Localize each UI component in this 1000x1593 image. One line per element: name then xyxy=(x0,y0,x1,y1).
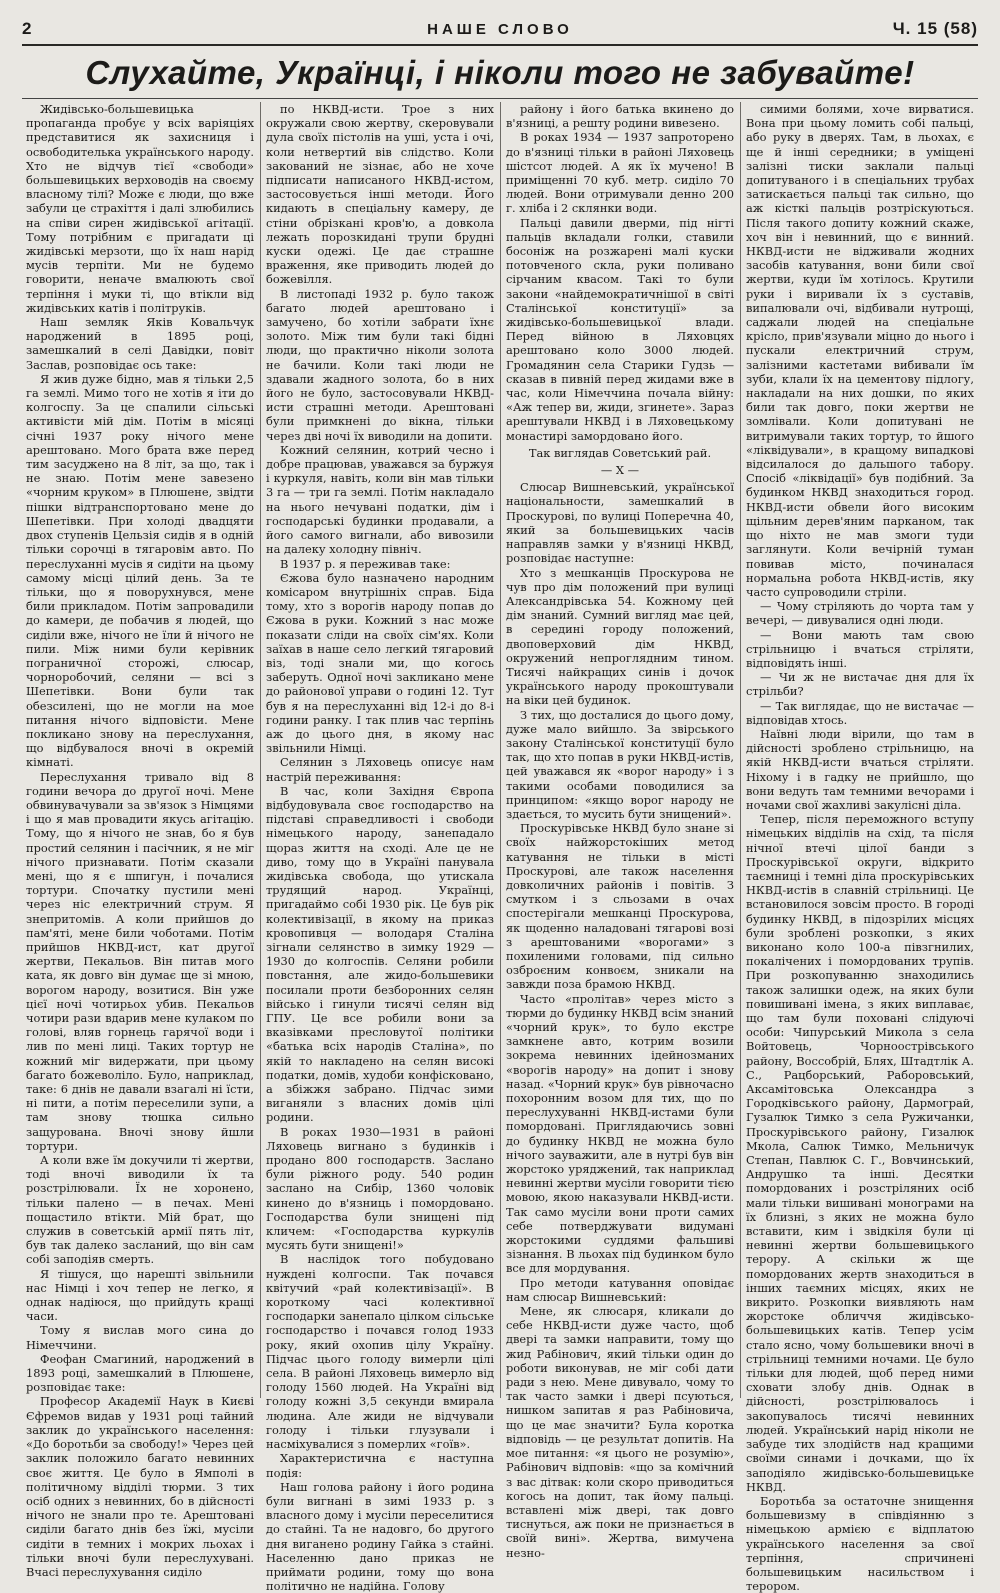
article-paragraph: Єжова було назначено народним комісаром внутрішніх справ. Біда тому, хто з ворогів народу попав до Єжова в руки. Кожний з нас може показати сліди на своїх сім'ях. Коли заїхав в наше село легкий тягаровий віз, тоді знали ми, що когось заберуть. Одної ночі закликано мене до районової управи о годині 12. Тут був я на переслуханні від 12-і до 8-і години ранку. І так плив час терпінь аж до цього дня, в якому нас звільнили Німці. xyxy=(266,570,494,756)
article-paragraph: по НКВД-исти. Трое з них окружали свою жертву, скеровували дула своїх пістолів на уші, уста і очі, коли нетвертий вів слідство. Коли закований не зізнає, або не хоче підписати написаного НКВД-истом, застосовується інші методи. Його кидають в спеціальну камеру, де стіни обрізкані кров'ю, а довкола лежать порозкидані трупи брудні куски одежі. Це дає страшне враження, яке приводить людей до божевілля. xyxy=(266,102,494,287)
page-number: 2 xyxy=(22,19,33,38)
article-paragraph: Про методи катування оповідає нам слюсар Вишневський: xyxy=(506,1275,734,1304)
article-paragraph: — Вони мають там свою стрільницю і вчаться стріляти, відповідять інші. xyxy=(746,627,974,670)
headline: Слухайте, Українці, і ніколи того не забувайте! xyxy=(85,54,915,91)
article-paragraph: Тепер, після переможного вступу німецьких відділів на схід, та після нічної втечі цілої банди з Проскурівської округи, відкрито таємниці і темні діла проскурівських НКВД-истів в славній стрільниці. Це встановилося зовсім просто. В городі будинку НКВД, в підозрілих місцях були зроблені розкопки, з яких виконано коло 100-а півзгнилих, покалічених і помордованих трупів. При розкопуванню знаходились також залишки одеж, на яких були повишивані імена, з яких виплаває, що там були поховані слідуючі особи: Чипурський Микола з села Войтовець, Чорноострівського району, Воссобрій, Блях, Штадтлік А. С., Рацборський, Раборовський, Аксамітовська Олександра з Городківського району, Дармограй, Гузалюк Тимко з села Ружичанки, Проскурівського району, Гизалюк Мкола, Салюк Тимко, Мельничук Степан, Павлюк С. Г., Вовчинський, Андрушко та інші. Десятки помордованих і розстріляних осіб мали тільки вишивані монограми на їх близні, з яких не можна було вставити, ким і звідкіля були ці невинні жертви большевицького терору. А скільки ж ще помордованих жертв знаходиться в інших таємних місцях, яких не викрито. Розкопки виявляють нам жорстоке обличчя жидівсько-большевицьких катів. Тепер усім стало ясно, чому большевики вночі в стрільниці темними ночами. Це було тільки для людей, щоб перед ними сховати злобу днів. Однак в дійсності, розстрілювалось і закопувалось тисячі невинних людей. Український нарід ніколи не забуде тих злодійств над кращими своїми синами і дочками, що їх заподіяло жидівсько-большевицьке НКВД. xyxy=(746,812,974,1494)
article-paragraph: З тих, що досталися до цього дому, дуже мало вийшло. За звірського закону Сталінської конституції було так, що хто попав в руки НКВД-истів, цей уважався як «ворог народу» і з такими особами поводилися за принципом: «якщо ворог народу не здається, то мусить бути знищений». xyxy=(506,707,734,821)
article-paragraph: Хто з мешканців Проскурова не чув про дім положений при вулиці Александрівська 54. Кожному цей дім знаний. Сумний вигляд має цей, в середині городу положений, двоповерховий дім НКВД, окружений непроглядним тином. Тисячі найкращих синів і дочок українського народу прокоштували на віки цей будинок. xyxy=(506,565,734,708)
article-paragraph: В листопаді 1932 р. було також багато людей арештовано і замучено, бо хотіли забрати їхнє золото. Між тим були такі бідні люди, що практично ніколи золота не бачили. Коли такі люди не здавали жадного золота, бо в них його не було, застосовували НКВД-исти страшні методи. Арештовані були примкнені до вікна, тільки через дві ночі їх виводили на допити. xyxy=(266,286,494,443)
article-paragraph: Пальці давили дверми, під нігті пальців вкладали голки, ставили босоніж на розжарені малі куски потовченого скла, руки поливано сірчаним квасом. Такі то були закони «найдемократичнішої в світі Сталінської конституції» за жидівсько-большевицької влади. Перед війною в Ляховцях арештовано коло 3000 людей. Громадянин села Старики Гудзь — сказав в пивній перед жидами вже в час, коли Німеччина почала війну: «Аж тепер ви, жиди, згинете». Зараз арештували НКВД і в Ляховецькому монастирі замордовано його. xyxy=(506,215,734,443)
article-paragraph: симими болями, хоче вирватися. Вона при цьому ломить собі пальці, або руку в дверях. Там, в льохах, є ще й інші середники; в уміщені залізні тиски заклали пальці допитуваного і в спеціальних трубах затискається пальці так сильно, що аж кісткі пальців розтріскуються. Після такого допиту кожний скаже, хоч він і невинний, що є винний. НКВД-исти не відживали жодних засобів катування, вони били свої жертви, куди їм хотілось. Крутили руки і виривали їх з суставів, випалювали очі, відбивали нутрощі, саджали людей на спеціальне крісло, прив'язували міцно до нього і пускали електричний струм, залізними кастетами вибивали їм зуби, клали їх на цементову підлогу, накладали на них дошки, по яких били так довго, поки жертви не зомлівали. Коли допитувані не витримували таких тортур, то йшого «ліквідували», в кращому випадкові відсилалося до дальшого табору. Спосіб «ліквідації» був подібний. За будинком НКВД знаходиться город. НКВД-исти обвели його високим щільним дерев'яним парканом, так що ніхто не мав змоги туди заглянути. Коли вечірній туман повивав місто, починалася нормальна робота НКВД-истів, яку часто супроводили стріли. xyxy=(746,102,974,599)
article-paragraph: — X — xyxy=(600,463,640,478)
article-paragraph: А коли вже їм докучили ті жертви, тоді вночі виводили їх та розстрілювали. Їх не хоронено, тільки палено — в печах. Мені пощастило втікти. Мій брат, що служив в советській армії пять літ, був так далеко засланий, що він сам собі заподіяв смерть. xyxy=(26,1153,254,1267)
article-column-4 xyxy=(746,102,974,1593)
issue-number: Ч. 15 (58) xyxy=(892,19,978,38)
article-paragraph: Жидівсько-большевицька пропаганда пробує у всіх варіяціях представитися як захисниця і освободителька українського народу. Хто не відчув тієї «свободи» большевицьких верховодів на своєму власному тілі? Може є люди, що вже забули це страхіття і далі злюбились на співи сирен жидівської агітації. Тому потрібним є пригадати ці жидівські мерзоти, що їх наш нарід мусів терпіти. Ми не будемо говорити, неначе вмалюють свої терпіння і муки ті, що втікли від жидівських катів і політруків. xyxy=(26,102,254,315)
article-paragraph: — Чи ж не вистачає дня для їх стрільби? xyxy=(746,670,974,699)
article-paragraph: Я жив дуже бідно, мав я тільки 2,5 га землі. Мимо того не хотів я іти до колгоспу. За це спалили сільські активісти мій дім. Потім в місяці січні 1937 року нічого мене арештовано. Мого брата вже перед тим засуджено на 8 літ, за що, так і не знаю. Потім мене завезено «чорним круком» в Плюшене, звідти пішки відтранспортовано мене до Шепетівки. При холоді двадцяти двох ступенів Цельзія сидів я в одній тільки сорочці в тягаровім авто. По переслуханні мусів я сидіти на цьому самому місці цілий день. За те тільки, що я поворухнувся, мене били прикладом. Потім запровадили до камери, де побачив я людей, що сиділи вже, нічого не їли й нічого не пили. Між ними були керівник пограничної сторожі, слюсар, чорноробочий, селяни — всі з Шепетівки. Вони були так обезсилені, що не могли на мое питання нічого відповісти. Мене покликано знову на переслухання, що відбувалося вночі в окремій кімнаті. xyxy=(26,371,254,770)
column-divider xyxy=(260,102,261,1398)
article-paragraph: Наївні люди вірили, що там в дійсності зроблено стрільницю, на якій НКВД-исти вчаться стріляти. Ніхому і в гадку не прийшло, що вони ведуть там темними вечорами і ночами свої жахливі закулісні діла. xyxy=(746,726,974,812)
article-paragraph: Боротьба за остаточне знищення большевизму в співдіянню з німецькою армією є відплатою українського населення за свої терпіння, спричинені большевицьким насильством і терором. xyxy=(746,1493,974,1593)
article-paragraph: Професор Академії Наук в Києві Єфремов видав у 1931 році тайний заклик до українського населення: «До боротьби за свободу!» Через цей заклик положило багато невинних своє життя. Це було в Ямполі в політичному відділі тюрми. З тих осіб одних з невинних, бо в дійсності нічого не знали про те. Арештовані сиділи багато днів без їжі, мусіли сидіти в темних і мокрих льохах і тільки вночі були переслухувані. Вчасі переслухування сиділо xyxy=(26,1394,254,1579)
article-paragraph: Наш земляк Яків Ковальчук народжений в 1895 році, замешкалий в селі Давідки, повіт Заслав, розповідає ось таке: xyxy=(26,315,254,372)
article-columns xyxy=(26,102,974,1593)
article-paragraph: Селянин з Ляховець описує нам настрій переживання: xyxy=(266,755,494,784)
article-paragraph: Переслухання тривало від 8 години вечора до другої ночі. Мене обвинувачували за зв'язок з Німцями і що я мав провадити якусь агітацію. Тому, що я нічого не знав, бо я був простий селянин і пасічник, я не міг нічого признавати. Потім сказали мені, що я є шпигун, і почалися тортури. Спочатку пустили мені через ніс електричний струм. Я знепритомів. А коли прийшов до пам'яті, мене били чоботами. Потім прийшов НКВД-ист, кат другої жертви, Пекальов. Він питав мого ката, як довго він думає ще зі мною, ворогом народу, возитися. Він уже цієї ночі чотирьох убив. Пекальов чотири рази вдарив мене кулаком по голові, вляв горнець гарячої води і лив по мені лиці. Таких тортур не кожний міг видержати, при цьому багато божеволіло. Було, наприклад, таке: 6 днів не давали взагалі ні їсти, ні пити, а потім переселили зупи, а там знову тюшка сильно защурована. Вночі знову йшли тортури. xyxy=(26,769,254,1153)
article-column-2 xyxy=(266,102,494,1593)
column-divider xyxy=(500,102,501,1398)
article-paragraph: — Так виглядає, що не вистачає — відповідав хтось. xyxy=(746,698,974,727)
article-paragraph: Характеристична є наступна подія: xyxy=(266,1451,494,1480)
article-paragraph: — Чому стріляють до чорта там у вечері, — дивувалися одні люди. xyxy=(746,599,974,628)
article-paragraph: В роках 1930—1931 в районі Ляховець вигнано з будинків і продано 800 господарств. Заслано були ріжного роду. 540 родин заслано на Сибір, 1360 чоловік кинено до в'язниць і помордовано. Господарства були знищені під кличем: «Господарства куркулів мусять бути знищені!» xyxy=(266,1124,494,1253)
newspaper-name: НАШЕ СЛОВО xyxy=(427,20,573,38)
article-paragraph: Мене, як слюсаря, кликали до себе НКВД-исти дуже часто, щоб двері та замки направити, тому що жид Рабінович, який тільки один до роботи виконував, не міг собі дати ради з нею. Мене дивувало, чому то так часто замки і двері псуються, нишком запитав я раз Рабіновича, що це має значити? Була коротка відповідь — це результат допитів. На мое питання: «я цього не розумію», Рабінович відповів: «що за комічний з вас дітвак: коли скоро приводиться когось на допит, так йому пальці. вставлені між двері, так довго тиснуться, аж поки не признається в своїй вині». Жертва, вимучена незно- xyxy=(506,1304,734,1560)
article-paragraph: Наш голова району і його родина були вигнані в зимі 1933 р. з власного дому і мусіли переселитися до стайні. Та не надовго, бо другого дня виганено родину Гайка з стайні. Населенню дано приказ не приймати родини, тому що вона політично не надійна. Голову xyxy=(266,1479,494,1593)
article-paragraph: В час, коли Західня Європа відбудовувала своє господарство на підставі справедливості і свободи німецького народу, занепадало щораз життя на сході. Але це не диво, тому що в Україні панувала жидівська свобода, що утискала трудящий народ. Українці, пригадаймо собі 1930 рік. Це був рік колективізації, в якому на приказ кровопивця — володаря Сталіна зігнали селянство в зимку 1929 — 1930 до колгоспів. Селяни робили повстання, але жидо-большевики посилали проти безборонних селян військо і гинули тисячі селян від ГПУ. Це все робили вони за вказівками пресловутої політики «батька всіх народів Сталіна», по якій то накладено на селян високі податки, домів, худоби конфісковано, а збіжжя забрано. Підчас зими виганяли з власних домів цілі родини. xyxy=(266,783,494,1125)
article-paragraph: Кожний селянин, котрий чесно і добре працював, уважався за буржуя і куркуля, навіть, коли він мав тільки 3 га — три га землі. Потім накладало на нього нечувані податки, дім і господарські будинки продавали, а його самого вигнали, або вивозили на далеку холодну північ. xyxy=(266,442,494,557)
column-divider xyxy=(740,102,741,1398)
article-paragraph: В наслідок того побудовано нуждені колгоспи. Так почався квітучий «рай колективізації». В короткому часі колективної господарки занепало цілком сільське господарство і почався голод 1933 року, який охопив цілу Україну. Підчас цього голоду вимерли цілі села. В районі Ляховець вимерло від голоду 1560 людей. На Україні від голоду кожні 3,5 секунди вмирала людина. Але жиди не відчували голоду і тільки глузували і насміхувалися з померлих «гоїв». xyxy=(266,1252,494,1452)
headline-rule xyxy=(22,98,978,99)
article-paragraph: Тому я вислав мого сина до Німеччини. xyxy=(26,1323,254,1352)
article-column-1 xyxy=(26,102,254,1579)
article-paragraph: Так виглядав Советський рай. xyxy=(528,445,712,460)
page-header xyxy=(22,14,978,46)
article-paragraph: В роках 1934 — 1937 запроторено до в'язниці тільки в районі Ляховець шістсот людей. А як їх мучено! В приміщенні 70 куб. метр. сиділо 70 людей. Вони отримували денно 200 г. хліба і 2 склянки води. xyxy=(506,130,734,216)
article-paragraph: Проскурівське НКВД було знане зі своїх найжорстокіших метод катування не тільки в місті Проскурові, але також населення довколичних районів і повітів. З смутком і з сльозами в очах спостерігали мешканці Проскурова, як щоденно наладовані тягарові возі з арештованими «ворогами» з похиленими головами, під сильно озброєним конвоєм, зникали на завжди поза брамою НКВД. xyxy=(506,821,734,992)
article-paragraph: району і його батька вкинено до в'язниці, а решту родини вивезено. xyxy=(506,102,734,131)
article-column-3 xyxy=(506,102,734,1560)
article-paragraph: В 1937 р. я переживав таке: xyxy=(280,556,451,571)
article-paragraph: Я тішуся, що нарешті звільнили нас Німці і хоч тепер не легко, я однак надіюся, що прийдуть кращі часи. xyxy=(26,1266,254,1324)
article-paragraph: Слюсар Вишневський, української національности, замешкалий в Проскурові, по вулиці Поперечна 40, який за большевицьких часів направляв замки у в'язниці НКВД, розповідає наступне: xyxy=(506,480,734,566)
article-paragraph: Феофан Смагиний, народжений в 1893 році, замешкалий в Плюшене, розповідає таке: xyxy=(26,1351,254,1395)
article-paragraph: Часто «пролітав» через місто з тюрми до будинку НКВД всім знаний «чорний крук», то було екстре замкнене авто, котрим возили зокрема невинних ідейнозманих «ворогів народу» на допит і знову назад. «Чорний крук» був рівночасно похоронним возом для тих, що по переслухуванні НКВД-истами були помордовані. Приглядаючись зовні до будинку НКВД не можна було нічого зауважити, але в нутрі був він жорстоко уряджений, так наприклад невинні жертви мусіли говорити тією мовою, якою наказували НКВД-исти. Так само мусіли вони проти самих себе потверджувати видумані жорстокими суддями фальшиві зізнання. В льохах під будинком було все для мордування. xyxy=(506,991,734,1276)
